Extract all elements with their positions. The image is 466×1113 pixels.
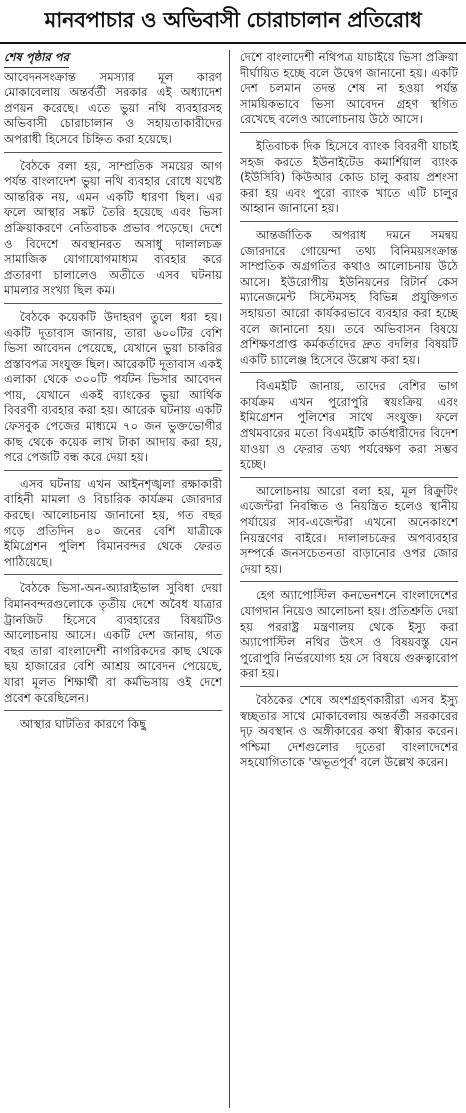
article-headline: মানবপাচার ও অভিবাসী চোরাচালান প্রতিরোধ xyxy=(0,0,466,44)
paragraph: হেগ অ্যাপোস্টিল কনভেনশনে বাংলাদেশের যোগদান নিয়েও আলোচনা হয়। প্রতিশ্রুতি দেয়া হয় পররাষ্ট্র মন্ত্রণালয় থেকে ইস্যু করা অ্যাপোস্টিল নথির উৎস ও বিষয়বস্তু যেন পুরোপুরি নির্ভরযোগ্য হয় সে বিষয়ে গুরুত্বারোপ করা হয়। xyxy=(240,588,458,681)
paragraph: বৈঠকে বলা হয়, সাম্প্রতিক সময়ের আগ পর্যন্ত বাংলাদেশ ভুয়া নথি ব্যবহার রোধে যথেষ্ট আন্তরিক নয়, এমন একটি ধারণা ছিল। এর ফলে আস্থার সঙ্কট তৈরি হয়েছে এবং ভিসা প্রক্রিয়াকরণে নেতিবাচক প্রভাব পড়েছে। দেশে ও বিদেশে অবস্থানরত অসাধু দালালচক্র সামাজিক যোগাযোগমাধ্যম ব্যবহার করে প্রতারণা চালালেও অতীতে এসব ঘটনায় মামলার সংখ্যা ছিল কম। xyxy=(4,158,222,298)
continued-label: শেষ পৃষ্ঠার পর xyxy=(4,50,69,68)
paragraph: আবেদনসংক্রান্ত সমস্যার মূল কারণ মোকাবেলায় অন্তর্বর্তী সরকার এই অধ্যাদেশ প্রণয়ন করেছে। এতে ভুয়া নথি ব্যবহারসহ অভিবাসী চোরাচালান ও সহায়তাকারীদের অপরাধী হিসেবে চিহ্নিত করা হয়েছে। xyxy=(4,69,222,146)
paragraph-divider xyxy=(240,132,458,133)
paragraph: ইতিবাচক দিক হিসেবে ব্যাংক বিবরণী যাচাই সহজ করতে ইউনাইটেড কমার্শিয়াল ব্যাংক (ইউসিবি) কিউআর কোড চালু করায় প্রশংসা করা হয় এবং পুরো ব্যাংক খাতে এটি চালুর আহ্বান জানানো হয়। xyxy=(240,138,458,216)
left-column xyxy=(4,50,222,1110)
paragraph-divider xyxy=(4,152,222,153)
paragraph: বৈঠকে ভিসা-অন-অ্যারাইভাল সুবিধা দেয়া বিমানবন্দরগুলোকে তৃতীয় দেশে অবৈধ যাত্রার ট্রানজিট হিসেবে ব্যবহারের বিষয়টিও আলোচনায় আসে। একটি দেশ জানায়, গত বছর তারা বাংলাদেশী নাগরিকদের কাছ থেকে ছয় হাজারের বেশি আশ্রয় আবেদন পেয়েছে, যারা মূলত শিক্ষার্থী বা কর্মভিসায় ওই দেশে প্রবেশ করেছিলেন। xyxy=(4,581,222,705)
paragraph-divider xyxy=(4,470,222,471)
paragraph: বিএমইটি জানায়, তাদের বেশির ভাগ কার্যক্রম এখন পুরোপুরি স্বয়ংক্রিয় এবং ইমিগ্রেশন পুলিশের সাথে সংযুক্ত। ফলে প্রথমবারের মতো বিএমইটি কার্ডধারীদের বিদেশ যাওয়া ও ফেরার তথ্য পর্যবেক্ষণ করা সম্ভব হচ্ছে। xyxy=(240,379,458,472)
paragraph-divider xyxy=(4,710,222,711)
paragraph: এসব ঘটনায় এখন আইনশৃঙ্খলা রক্ষাকারী বাহিনী মামলা ও বিচারিক কার্যক্রম জোরদার করছে। আলোচনায় জানানো হয়, গত বছর গড়ে প্রতিদিন ৪০ জনের বেশি যাত্রীকে ইমিগ্রেশন পুলিশ বিমানবন্দর থেকে ফেরত পাঠিয়েছে। xyxy=(4,476,222,569)
paragraph-divider xyxy=(4,574,222,575)
paragraph: আন্তর্জাতিক অপরাধ দমনে সমন্বয় জোরদারে গোয়েন্দা তথ্য বিনিময়সংক্রান্ত সাম্প্রতিক অগ্রগতির কথাও আলোচনায় উঠে আসে। ইউরোপীয় ইউনিয়নের রিটার্ন কেস ম্যানেজমেন্ট সিস্টেমসহ বিভিন্ন প্রযুক্তিগত সহায়তা আরো কার্যকরভাবে ব্যবহার করা হচ্ছে বলে জানানো হয়। তবে অভিবাসন বিষয়ে প্রশিক্ষণপ্রাপ্ত কর্মকর্তাদের দ্রুত বদলির বিষয়টি একটি চ্যালেঞ্জ হিসেবে উল্লেখ করা হয়। xyxy=(240,227,458,367)
paragraph: আলোচনায় আরো বলা হয়, মূল রিক্রুটিং এজেন্টরা নিবন্ধিত ও নিয়ন্ত্রিত হলেও স্থানীয় পর্যায়ের সাব-এজেন্টরা এখনো অনেকাংশে নিয়ন্ত্রণের বাইরে। দালালচক্রের অপব্যবহার সম্পর্কে জনসচেতনতা বাড়ানোর ওপর জোর দেয়া হয়। xyxy=(240,483,458,576)
paragraph-divider xyxy=(240,372,458,373)
paragraph: দেশে বাংলাদেশী নথিপত্র যাচাইয়ে ভিসা প্রক্রিয়া দীর্ঘায়িত হচ্ছে বলে উদ্বেগ জানানো হয়। একটি দেশ চলমান তদন্ত শেষ না হওয়া পর্যন্ত সাময়িকভাবে ভিসা আবেদন গ্রহণ স্থগিত রেখেছে বলেও আলোচনায় উঠে আসে। xyxy=(240,50,458,127)
paragraph: বৈঠকের শেষে অংশগ্রহণকারীরা এসব ইস্যু স্বচ্ছতার সাথে মোকাবেলায় অন্তর্বর্তী সরকারের দৃঢ় অবস্থান ও অঙ্গীকারের কথা স্বীকার করেন। পশ্চিমা দেশগুলোর দূতেরা বাংলাদেশের সহযোগিতাকে 'অভূতপূর্ব' বলে উল্লেখ করেন। xyxy=(240,692,458,770)
paragraph: আস্থার ঘাটতির কারণে কিছু xyxy=(20,717,147,732)
right-column xyxy=(240,50,458,1110)
paragraph-divider xyxy=(240,581,458,582)
paragraph-divider xyxy=(4,303,222,304)
paragraph-divider xyxy=(240,477,458,478)
paragraph-divider xyxy=(240,686,458,687)
column-divider xyxy=(229,50,230,1108)
paragraph: বৈঠকে কয়েকটি উদাহরণ তুলে ধরা হয়। একটি দূতাবাস জানায়, তারা ৬০০টির বেশি ভিসা আবেদন পেয়েছে, যেখানে ভুয়া চাকরির প্রস্তাবপত্র সংযুক্ত ছিল। আরেকটি দূতাবাস একই এলাকা থেকে ৩০০টি পর্যটন ভিসার আবেদন পায়, যেখানে একই ব্যাংকের ভুয়া আর্থিক বিবরণী ব্যবহার করা হয়। আরেক ঘটনায় একটি ফেসবুক পেজের মাধ্যমে ৭০ জন ভুক্তভোগীর কাছ থেকে কয়েক লাখ টাকা আদায় করা হয়, পরে পেজটি বন্ধ করে দেয়া হয়। xyxy=(4,309,222,465)
paragraph-divider xyxy=(240,221,458,222)
